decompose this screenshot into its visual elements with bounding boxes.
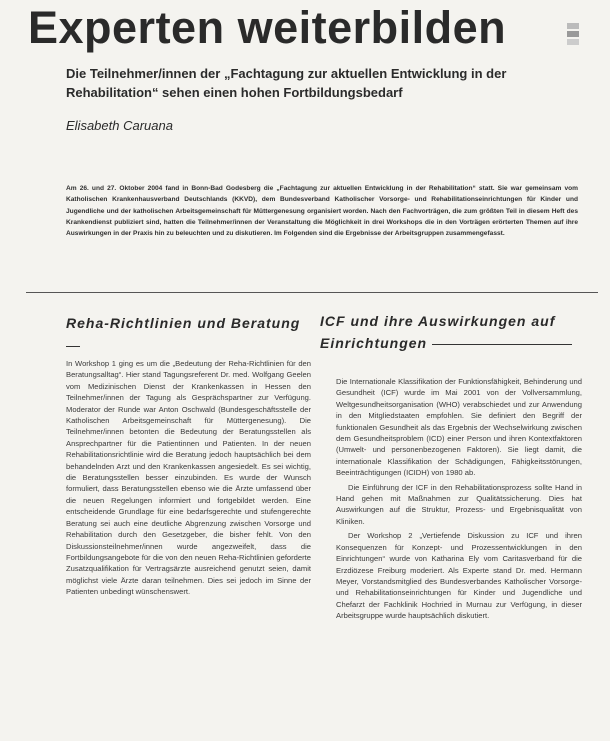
heading-rule [432,344,572,345]
heading-rule [66,346,80,347]
left-column-heading-text: Reha-Richtlinien und Beratung [66,315,301,331]
right-column-heading [320,310,582,354]
left-column-heading [66,312,312,356]
paragraph: Der Workshop 2 „Vertiefende Diskussion zu ICF und ihren Konsequenzen für Konzept- und Prozessentwicklungen in den Einrichtungen“ wurde von Katharina Ely vom Caritasverband für die Erzdiözese Freiburg moderiert. Als Experte stand Dr. med. Hermann Meyer, Vorstandsmitglied des Bundesverbandes Katholischer Vorsorge- und Rehabilitationseinrichtungen für Kinder und Jugendliche und Chefarzt der Fachklinik Hochried in Murnau zur Verfügung, in dieser Arbeitsgruppe wurde hauptsächlich diskutiert. [336,531,582,621]
left-column-body [66,358,311,601]
divider [26,292,598,293]
article-intro: Am 26. und 27. Oktober 2004 fand in Bonn-Bad Godesberg die „Fachtagung zur aktuellen Entwicklung in der Rehabilitation“ statt. Sie war gemeinsam vom Katholischen Krankenhausverband Deutschlands (KKVD), dem Bundesverband Katholischer Vorsorge- und Rehabilitationseinrichtungen für Kinder und Jugendliche und der katholischen Arbeitsgemeinschaft für Müttergenesung organisiert worden. Nach den Fachvorträgen, die zum größten Teil in diesem Heft des Krankendienst publiziert sind, hatten die Teilnehmer/innen der Veranstaltung die Möglichkeit in drei Workshops die in den Vorträgen erörterten Themen auf ihre Auswirkungen in der Praxis hin zu beleuchten und zu diskutieren. Im Folgenden sind die Ergebnisse der Arbeitsgruppen zusammengefasst. [66,185,578,238]
registration-mark-icon [566,22,580,46]
article-subtitle: Die Teilnehmer/innen der „Fachtagung zur aktuellen Entwicklung in der Rehabilitation“ sehen einen hohen Fortbildungsbedarf [66,66,507,100]
right-column-heading-text: ICF und ihre Auswirkungen auf Einrichtungen [320,313,556,351]
article-author: Elisabeth Caruana [66,118,173,133]
page-title: Experten weiterbilden [28,2,507,53]
paragraph: In Workshop 1 ging es um die „Bedeutung der Reha-Richtlinien für den Beratungsalltag“. Hier stand Tagungsreferent Dr. med. Wolfgang Geelen vom Medizinischen Dienst der Krankenkassen in Hessen den Teilnehmer/innen der Tagung als Gesprächspartner zur Verfügung. Moderator der Runde war Anton Oschwald (Bundesgeschäftsstelle der Katholischen Arbeitsgemeinschaft für Müttergenesung). Die Teilnehmer/innen betonten die Bedeutung der Beratungsstellen als Ansprechpartner für die Patientinnen und Patienten. In der neuen Rehabilitationsrichtlinie wird die Beratung jedoch hauptsächlich bei dem behandelnden Arzt und den Krankenkassen angesiedelt. Es sei wichtig, die Beratungsstellen besser einzubinden. Es wurde der Wunsch formuliert, dass Beratungsstellen ebenso wie die Ärzte umfassend über die neuen Regelungen informiert und fortgebildet werden. Eine entscheidende Grundlage für eine bedarfsgerechte und stufengerechte Beratung sei auch eine deutliche Abgrenzung zwischen Vorsorge und Rehabilitation durch den Gesetzgeber, die bisher fehlt. Von den Diskussionsteilnehmer/innen wurde angezweifelt, dass die Fortbildungsangebote für die von den neuen Reha-Richtlinien geforderte Zusatzqualifikation für Vertragsärzte ausreichend genutzt seien, damit möglichst viele Ärzte daran teilnehmen. Dies sei jedoch im Sinne der Patienten unbedingt wünschenswert. [66,359,311,597]
paragraph: Die Einführung der ICF in den Rehabilitationsprozess sollte Hand in Hand gehen mit Maßnahmen zur Qualitätssicherung. Dies hat Auswirkungen auf die Struktur, Prozess- und Ergebnisqualität von Kliniken. [336,482,582,526]
paragraph: Die Internationale Klassifikation der Funktionsfähigkeit, Behinderung und Gesundheit (ICF) wurde im Mai 2001 von der Vollversammlung, Weltgesundheitsorganisation (WHO) verabschiedet und zur Anwendung in den Mitgliedstaaten empfohlen. Sie definiert den Begriff der funktionalen Gesundheit als das Ergebnis der Wechselwirkung zwischen dem Gesundheitsproblem (ICD) einer Person und ihren Kontextfaktoren (Umwelt- und personenbezogenen Faktoren). Sie liegt damit, die internationale Klassifikation der Schädigungen, Fähigkeitsstörungen, Beeinträchtigungen (ICIDH) von 1980 ab. [336,377,582,478]
right-column-body [336,376,582,625]
